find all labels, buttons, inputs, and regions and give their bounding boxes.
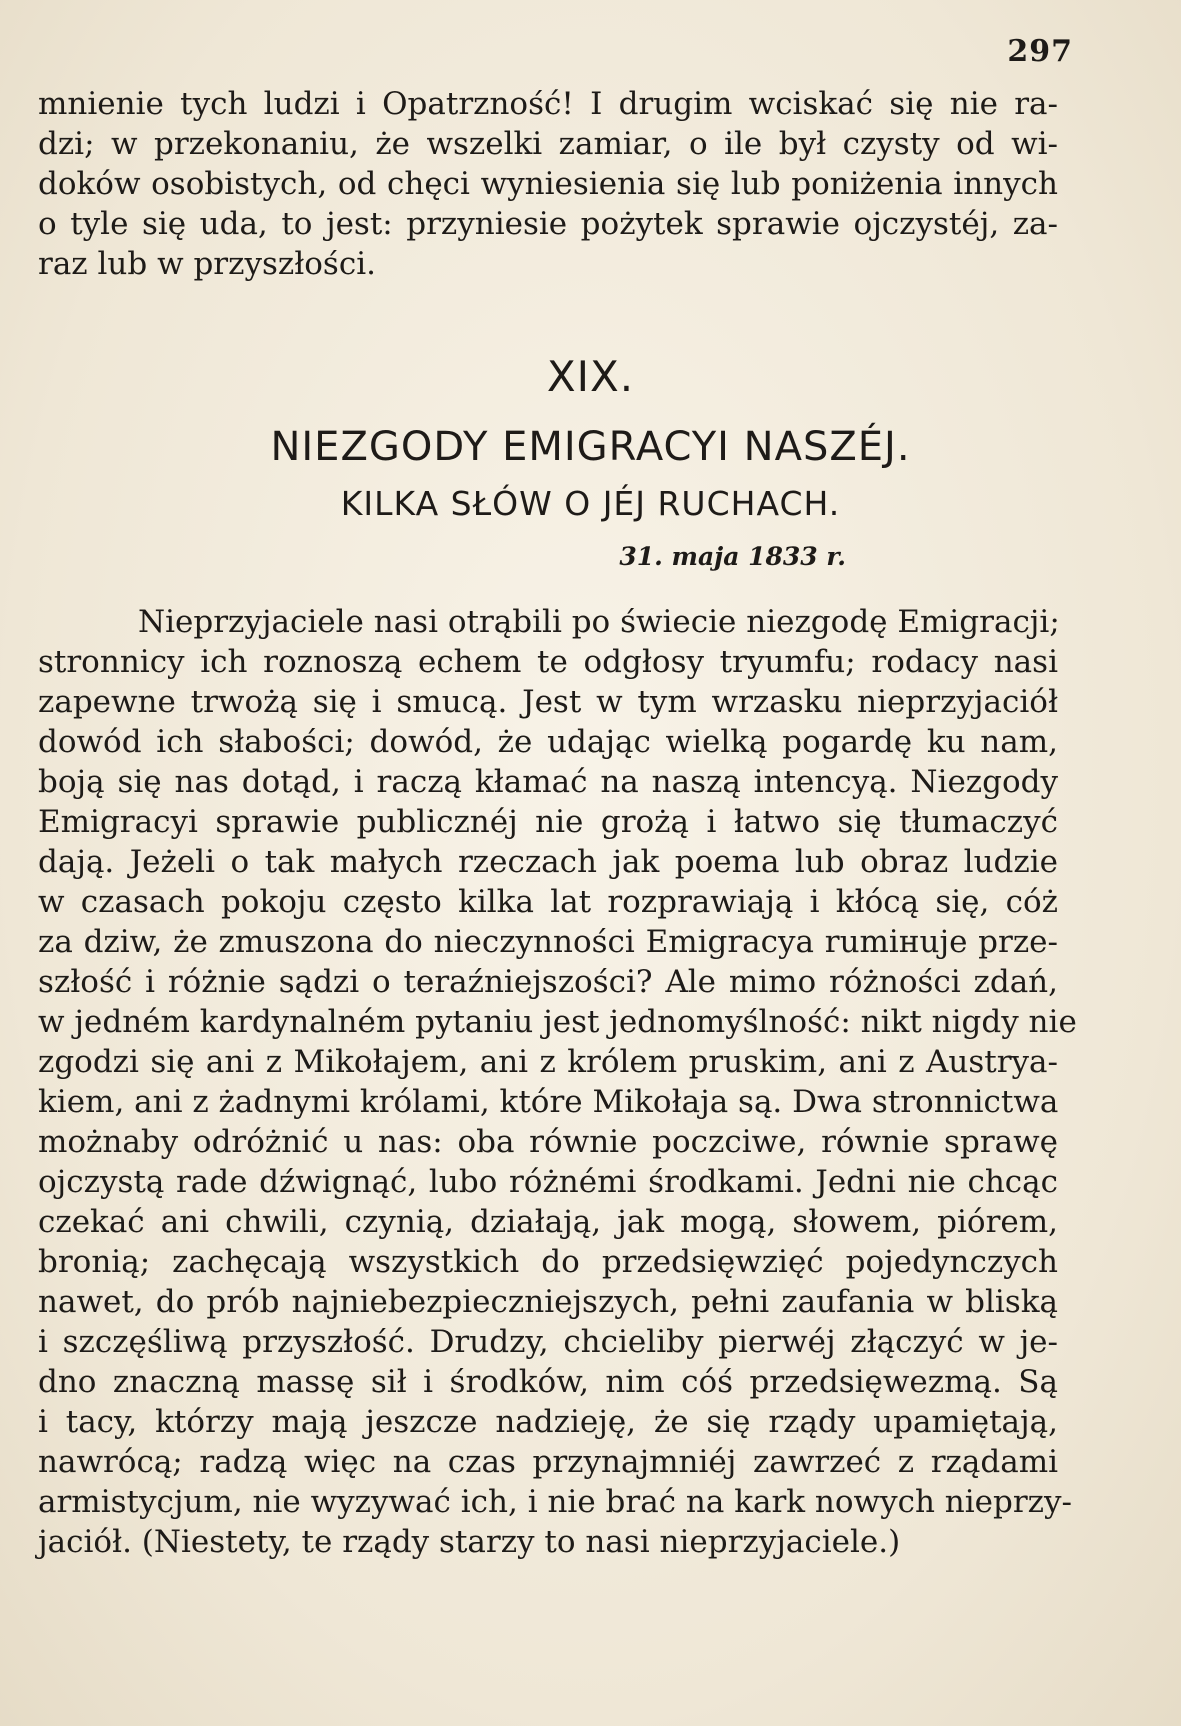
text-line: i tacy, którzy mają jeszcze nadzieję, że się rządy upamiętają, [38,1404,1058,1440]
text-line: o tyle się uda, to jest: przyniesie pożytek sprawie ojczystéj, za- [38,206,1058,242]
text-line: i szczęśliwą przyszłość. Drudzy, chcieliby pierwéj złączyć w je- [38,1324,1058,1360]
opening-paragraph [38,84,1058,284]
text-line: doków osobistych, od chęci wyniesienia się lub poniżenia innych [38,166,1058,202]
text-line: czekać ani chwili, czynią, działają, jak mogą, słowem, piórem, [38,1204,1058,1240]
text-line: nawrócą; radzą więc na czas przynajmniéj zawrzeć z rządami [38,1444,1058,1480]
text-line: stronnicy ich roznoszą echem te odgłosy tryumfu; rodacy nasi [38,644,1058,680]
text-line: kiem, ani z żadnymi królami, które Mikołaja są. Dwa stronnictwa [38,1084,1059,1120]
text-line: dowód ich słabości; dowód, że udając wielką pogardę ku nam, [38,724,1058,760]
text-line: bronią; zachęcają wszystkich do przedsięwzięć pojedynczych [38,1244,1058,1280]
text-line: możnaby odróżnić u nas: oba równie poczciwe, równie sprawę [38,1124,1058,1160]
text-line: dno znaczną massę sił i środków, nim cóś przedsięwezmą. Są [38,1364,1058,1400]
text-line: Nieprzyjaciele nasi otrąbili po świecie niezgodę Emigracji; [138,604,1060,640]
text-line: ojczystą rade dźwignąć, lubo różnémi środkami. Jedni nie chcąc [38,1164,1058,1200]
text-line: jaciół. (Niestety, te rządy starzy to nasi nieprzyjaciele.) [38,1524,901,1560]
page-number: 297 [1007,34,1073,69]
body-paragraph [38,602,1077,1562]
text-line: w jedném kardynalném pytaniu jest jednomyślność: nikt nigdy nie [38,1004,1077,1040]
text-line: zgodzi się ani z Mikołajem, ani z królem pruskim, ani z Austrya- [38,1044,1058,1080]
text-line: raz lub w przyszłości. [38,246,376,282]
text-line: Emigracyi sprawie publicznéj nie grożą i łatwo się tłumaczyć [38,804,1058,840]
chapter-title: NIEZGODY EMIGRACYI NASZÉJ. [270,424,911,470]
text-line: armistycjum, nie wyzywać ich, i nie brać na kark nowych nieprzy- [38,1484,1072,1520]
chapter-subtitle: KILKA SŁÓW O JÉJ RUCHACH. [340,484,841,523]
text-line: zapewne trwożą się i smucą. Jest w tym wrzasku nieprzyjaciół [38,684,1058,720]
chapter-date: 31. maja 1833 r. [619,542,846,571]
text-line: w czasach pokoju często kilka lat rozprawiają i kłócą się, cóż [38,884,1058,920]
text-line: dają. Jeżeli o tak małych rzeczach jak poema lub obraz ludzie [38,844,1058,880]
text-line: nawet, do prób najniebezpieczniejszych, pełni zaufania w bliską [38,1284,1058,1320]
text-line: dzi; w przekonaniu, że wszelki zamiar, o ile był czysty od wi- [38,126,1058,162]
text-line: za dziw, że zmuszona do nieczynności Emigracya rumінuje prze- [38,924,1058,960]
text-line: boją się nas dotąd, i raczą kłamać na naszą intencyą. Niezgody [38,764,1058,800]
text-line: mnienie tych ludzi i Opatrzność! I drugim wciskać się nie ra- [38,86,1058,122]
chapter-number: XIX. [546,352,635,401]
text-line: szłość i różnie sądzi o teraźniejszości? Ale mimo różności zdań, [38,964,1058,1000]
